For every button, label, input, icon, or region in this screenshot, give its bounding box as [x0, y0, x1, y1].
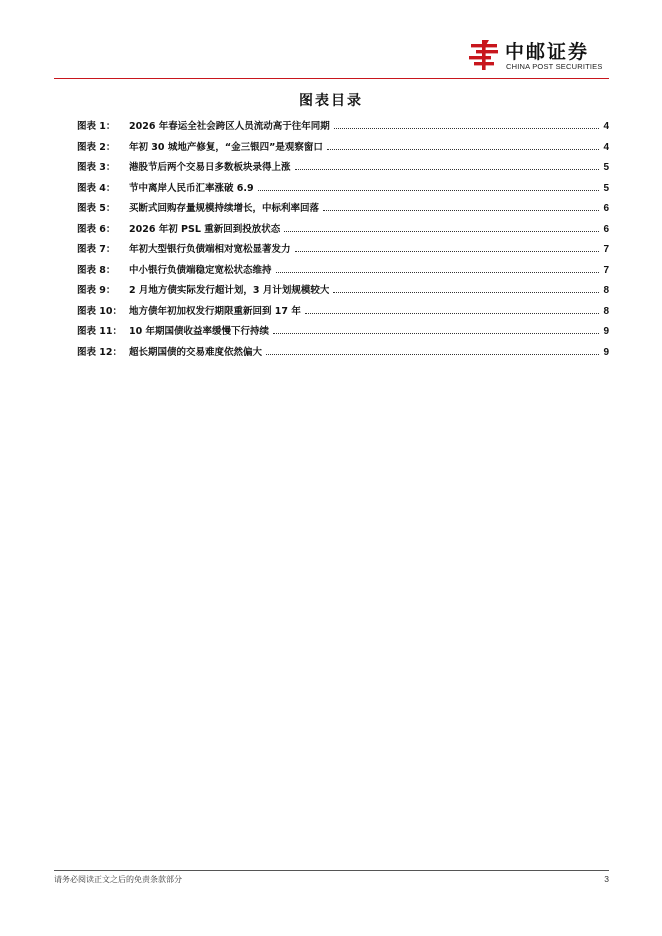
toc-item-leader [327, 149, 599, 150]
brand-name-en: CHINA POST SECURITIES [506, 62, 603, 71]
toc-item-page: 8 [603, 285, 609, 296]
toc-item-leader [323, 210, 599, 211]
brand-name-cn: 中邮证券 [505, 41, 590, 63]
toc-item-page: 9 [603, 326, 609, 337]
toc-item[interactable] [77, 262, 609, 283]
toc-item[interactable] [77, 241, 609, 262]
toc-item-label: 图表 4： [77, 182, 116, 194]
toc-item-leader [276, 272, 599, 273]
toc-item-label: 图表 2： [77, 141, 116, 153]
toc-item-label: 图表 12： [77, 346, 123, 358]
toc-item-leader [295, 169, 599, 170]
toc-item-title: 年初大型银行负债端相对宽松显著发力 [129, 244, 291, 255]
toc-item-page: 7 [603, 244, 609, 255]
footer-divider [54, 870, 609, 871]
toc-item-label: 图表 9： [77, 285, 116, 296]
toc-item-leader [284, 231, 599, 232]
footer-page-number: 3 [604, 874, 609, 884]
toc-item-title: 中小银行负债端稳定宽松状态维持 [129, 264, 272, 276]
toc-item-page: 4 [603, 121, 609, 132]
toc-item-title: 超长期国债的交易难度依然偏大 [129, 346, 263, 358]
toc-item-label: 图表 7： [77, 244, 116, 255]
brand-logo [467, 36, 609, 74]
toc-item-page: 9 [603, 346, 609, 358]
toc-item-leader [258, 190, 599, 191]
toc-item-label: 图表 6： [77, 223, 116, 235]
toc-item-leader [273, 333, 599, 334]
toc-item[interactable] [77, 200, 609, 221]
toc-item-title: 港股节后两个交易日多数板块录得上涨 [129, 162, 291, 173]
toc-item-leader [305, 313, 599, 314]
toc-item[interactable] [77, 282, 609, 303]
toc-item-page: 6 [603, 203, 609, 214]
toc-item-label: 图表 1： [77, 121, 116, 132]
toc-item-page: 7 [603, 264, 609, 276]
toc-item-title: 10 年期国债收益率缓慢下行持续 [129, 326, 270, 337]
toc-item-leader [334, 128, 599, 129]
toc-item-title: 买断式回购存量规模持续增长，中标利率回落 [129, 203, 320, 214]
toc-item-leader [266, 354, 599, 355]
toc-item-label: 图表 3： [77, 162, 116, 173]
toc-item-page: 5 [603, 162, 609, 173]
toc-item-page: 4 [603, 141, 609, 153]
toc-item[interactable] [77, 180, 609, 201]
toc-item[interactable] [77, 303, 609, 324]
toc-item[interactable] [77, 118, 609, 139]
footer-disclaimer: 请务必阅读正文之后的免责条款部分 [54, 875, 182, 884]
toc-item-leader [295, 251, 599, 252]
toc-item-title: 2026 年初 PSL 重新回到投放状态 [129, 223, 281, 235]
toc-item-label: 图表 8： [77, 264, 116, 276]
toc-item-label: 图表 10： [77, 305, 123, 317]
toc-item-title: 2 月地方债实际发行超计划，3 月计划规模较大 [129, 285, 330, 296]
toc-list [77, 118, 609, 364]
toc-item-title: 地方债年初加权发行期限重新回到 17 年 [129, 305, 301, 317]
toc-item[interactable] [77, 159, 609, 180]
toc-item[interactable] [77, 139, 609, 160]
toc-item-title: 节中离岸人民币汇率涨破 6.9 [129, 182, 254, 194]
toc-item[interactable] [77, 323, 609, 344]
page-header [54, 36, 609, 78]
header-divider [54, 78, 609, 79]
toc-item-label: 图表 11： [77, 326, 123, 337]
toc-item-label: 图表 5： [77, 203, 116, 214]
toc-item-title: 年初 30 城地产修复，“金三银四”是观察窗口 [129, 141, 323, 153]
toc-item-page: 5 [603, 182, 609, 194]
toc-item-page: 8 [603, 305, 609, 317]
toc-item-title: 2026 年春运全社会跨区人员流动高于往年同期 [129, 121, 330, 132]
toc-item[interactable] [77, 221, 609, 242]
toc-item[interactable] [77, 344, 609, 365]
page-title: 图表目录 [299, 93, 363, 109]
toc-item-leader [333, 292, 599, 293]
toc-item-page: 6 [603, 223, 609, 235]
china-post-logo-icon [467, 38, 501, 72]
